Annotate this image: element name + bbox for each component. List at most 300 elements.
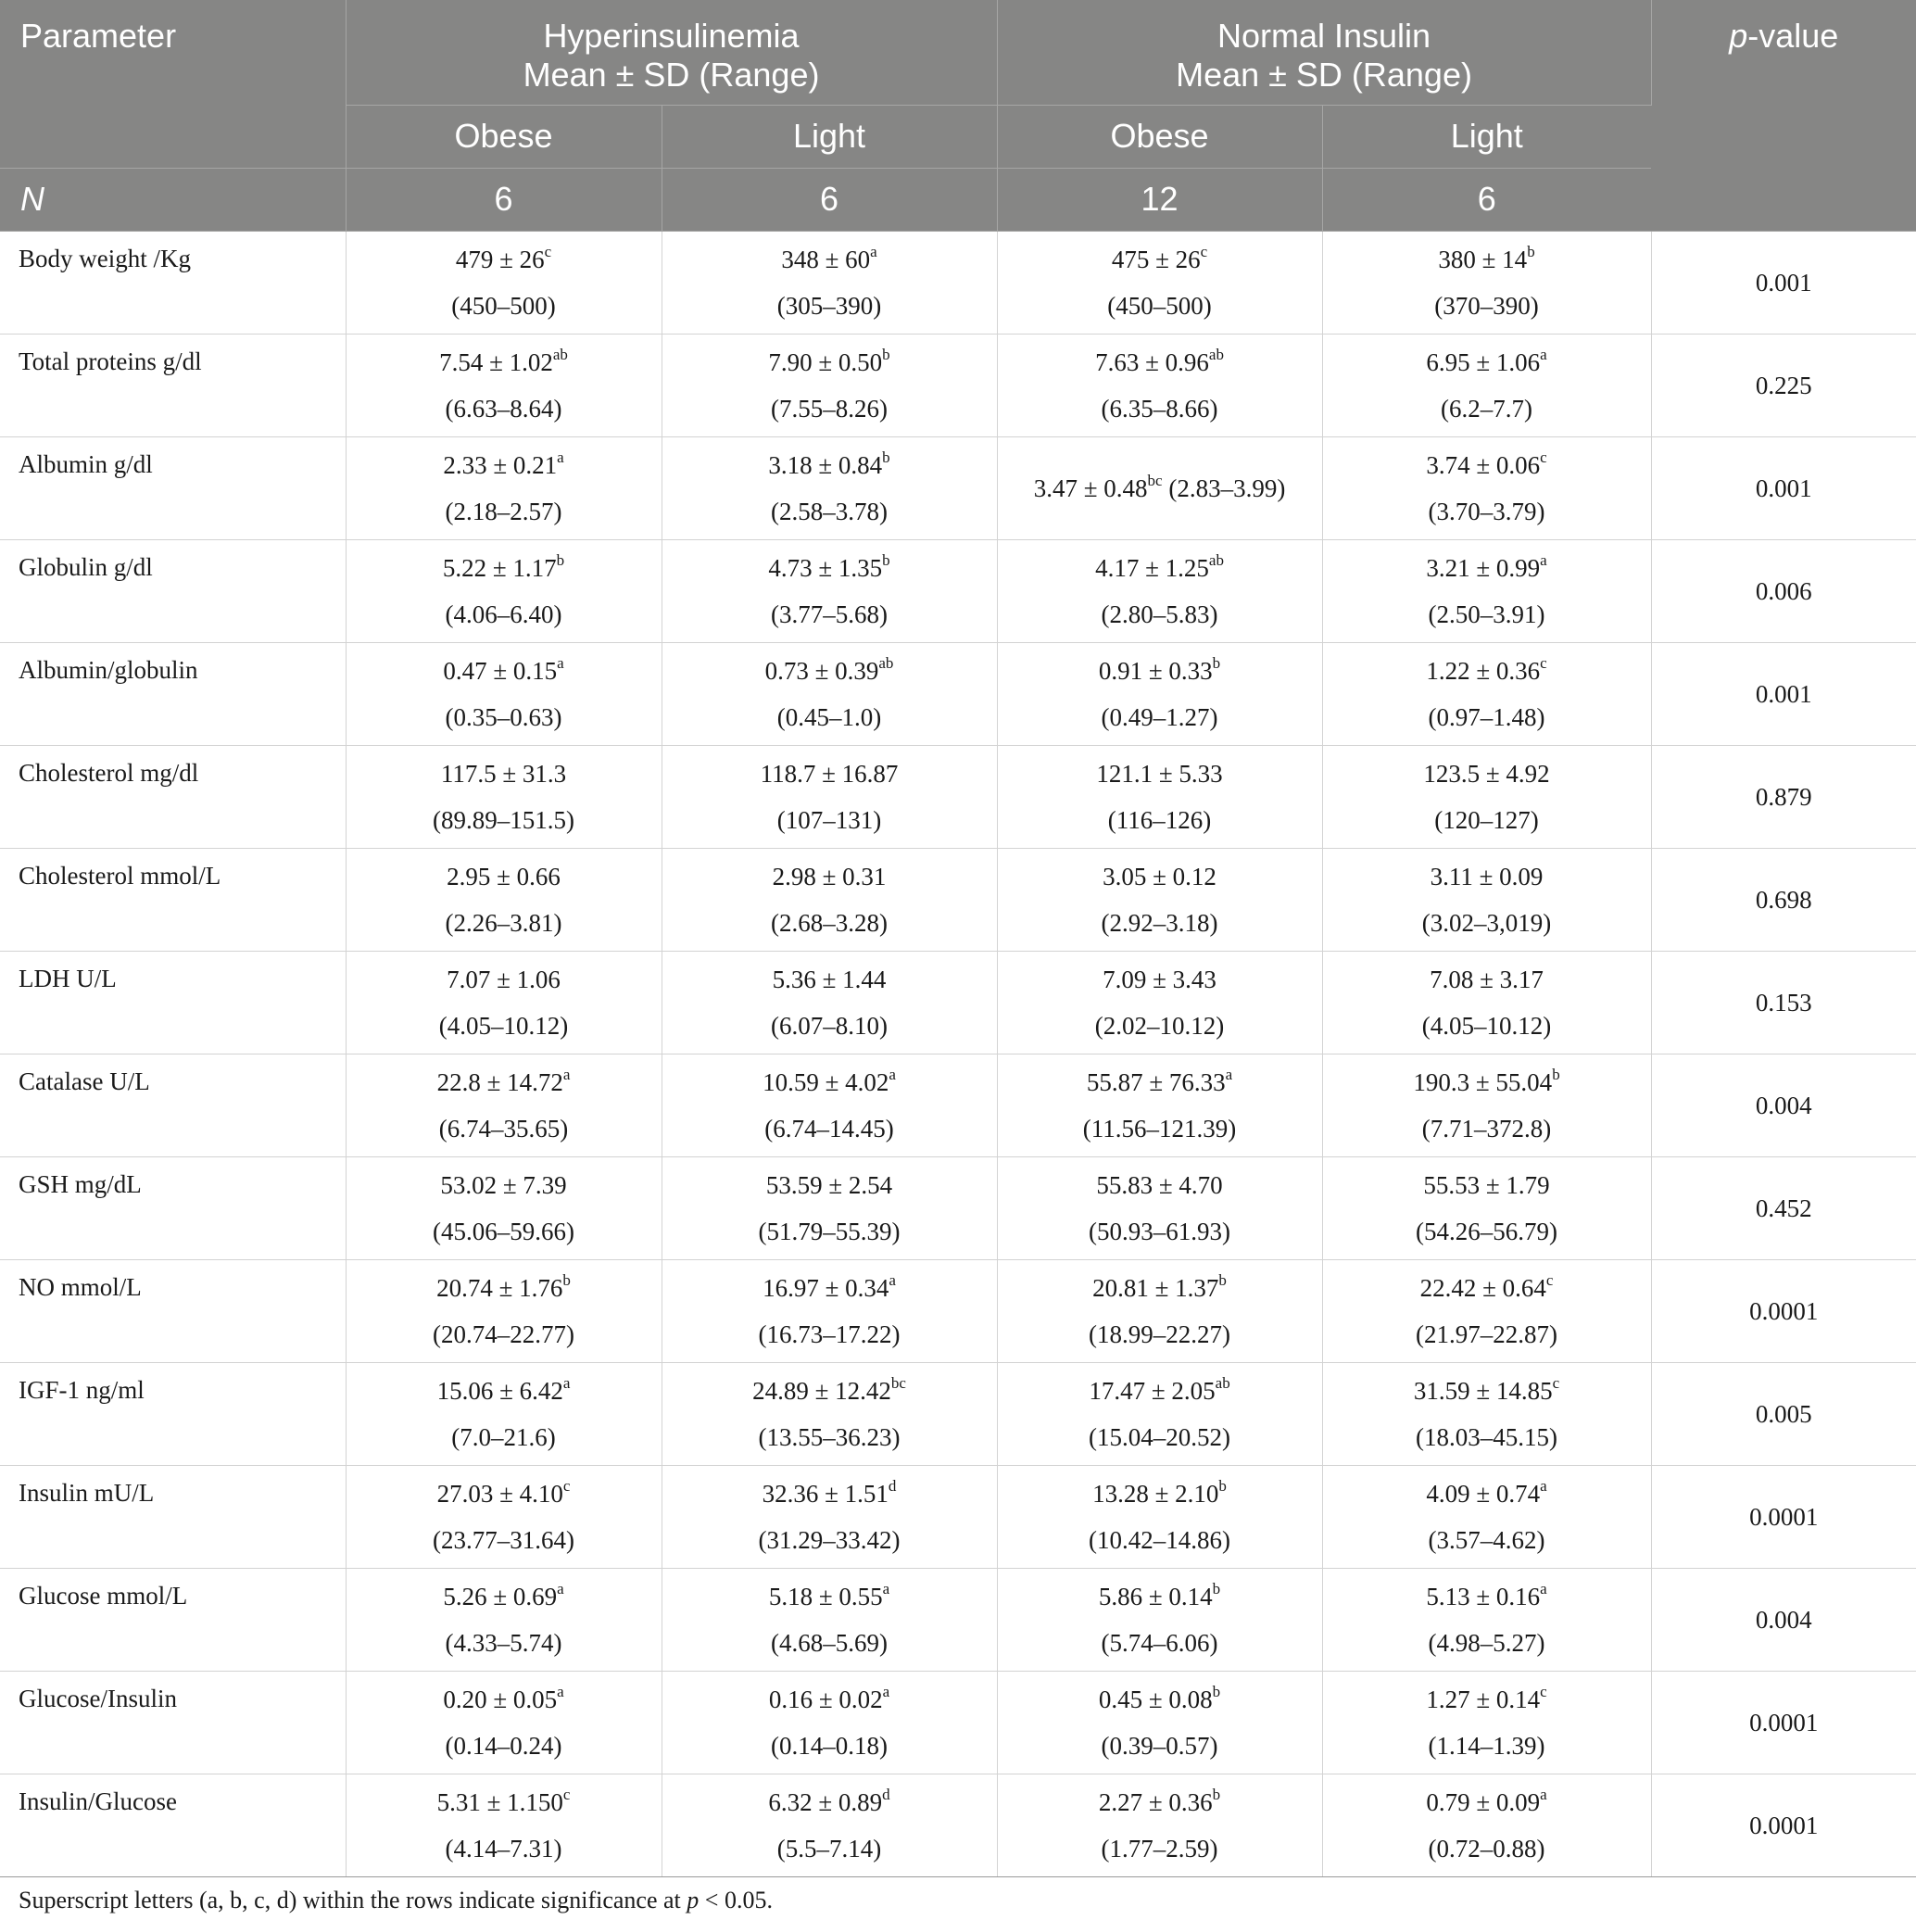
pvalue-cell: 0.0001 <box>1651 1465 1916 1568</box>
range-value: (6.35–8.66) <box>1101 394 1218 423</box>
significance-letter: a <box>882 1579 890 1597</box>
value-cell <box>662 1465 997 1568</box>
mean-sd-line <box>662 442 997 488</box>
significance-letter: d <box>888 1476 897 1495</box>
table-row <box>0 1054 1916 1156</box>
n-value: 6 <box>346 168 662 231</box>
range-value: (6.07–8.10) <box>771 1011 888 1040</box>
mean-sd-value: 13.28 ± 2.10 <box>1092 1479 1219 1508</box>
range-value: (4.05–10.12) <box>438 1011 569 1040</box>
pvalue-column-header <box>1651 0 1916 231</box>
value-cell <box>662 642 997 745</box>
significance-letter: c <box>1545 1270 1554 1289</box>
range-value: (4.68–5.69) <box>771 1628 888 1657</box>
value-cell <box>1322 1568 1651 1671</box>
significance-letter: a <box>889 1065 896 1083</box>
mean-sd-line <box>347 1162 662 1208</box>
significance-letter: a <box>562 1065 571 1083</box>
significance-letter: a <box>870 242 877 260</box>
value-cell <box>662 848 997 951</box>
range-value: (3.77–5.68) <box>771 600 888 628</box>
range-value: (120–127) <box>1434 805 1539 834</box>
mean-sd-value: 475 ± 26 <box>1111 245 1201 273</box>
mean-sd-line <box>662 751 997 797</box>
mean-sd-line <box>662 853 997 900</box>
group-subtitle: Mean ± SD (Range) <box>1176 56 1472 94</box>
range-value: (6.63–8.64) <box>445 394 562 423</box>
footnote-p-letter: p <box>687 1887 700 1913</box>
range-value: (3.02–3,019) <box>1421 908 1552 937</box>
mean-sd-value: 118.7 ± 16.87 <box>760 759 899 788</box>
group-name: Hyperinsulinemia <box>543 17 800 55</box>
mean-sd-value: 7.07 ± 1.06 <box>447 965 561 993</box>
group-header-normal-insulin <box>997 0 1651 105</box>
value-cell <box>346 642 662 745</box>
significance-letter: a <box>557 1682 564 1700</box>
mean-sd-value: 121.1 ± 5.33 <box>1096 759 1223 788</box>
range-value: (21.97–22.87) <box>1416 1320 1558 1348</box>
significance-letter: a <box>1540 1476 1547 1495</box>
parameter-cell: LDH U/L <box>0 951 346 1054</box>
mean-sd-line <box>347 751 662 797</box>
header-row-groups <box>0 0 1916 105</box>
mean-sd-value: 55.53 ± 1.79 <box>1423 1170 1550 1199</box>
value-cell <box>346 1362 662 1465</box>
range-value: (305–390) <box>776 291 882 320</box>
range-value: (0.14–0.24) <box>445 1731 562 1760</box>
range-value: (13.55–36.23) <box>758 1422 901 1451</box>
mean-sd-line <box>347 1676 662 1723</box>
value-cell <box>997 334 1322 436</box>
group-header-hyperinsulinemia <box>346 0 997 105</box>
mean-sd-value: 20.81 ± 1.37 <box>1092 1273 1219 1302</box>
significance-letter: c <box>1552 1373 1560 1392</box>
value-cell <box>346 334 662 436</box>
mean-sd-value: 0.16 ± 0.02 <box>768 1685 883 1713</box>
mean-sd-value: 3.47 ± 0.48 <box>1033 474 1148 502</box>
pvalue-cell: 0.006 <box>1651 539 1916 642</box>
value-cell <box>346 1156 662 1259</box>
range-value: (50.93–61.93) <box>1089 1217 1230 1245</box>
significance-letter: b <box>882 550 890 569</box>
value-cell <box>346 1054 662 1156</box>
mean-sd-value: 7.63 ± 0.96 <box>1095 347 1209 376</box>
mean-sd-value: 117.5 ± 31.3 <box>440 759 567 788</box>
parameter-cell: Cholesterol mmol/L <box>0 848 346 951</box>
range-value: (45.06–59.66) <box>433 1217 574 1245</box>
mean-sd-value: 6.32 ± 0.89 <box>768 1787 883 1816</box>
table-row <box>0 745 1916 848</box>
mean-sd-line <box>1323 1059 1651 1105</box>
range-value: (0.39–0.57) <box>1101 1731 1218 1760</box>
mean-sd-line <box>347 339 662 385</box>
mean-sd-line <box>662 648 997 694</box>
value-cell <box>1322 436 1651 539</box>
mean-sd-line <box>998 236 1322 283</box>
range-value: (7.71–372.8) <box>1421 1114 1552 1143</box>
parameter-cell: NO mmol/L <box>0 1259 346 1362</box>
mean-sd-value: 53.59 ± 2.54 <box>765 1170 893 1199</box>
mean-sd-value: 7.08 ± 3.17 <box>1430 965 1544 993</box>
value-cell <box>662 1362 997 1465</box>
value-cell <box>662 334 997 436</box>
significance-letter: b <box>1218 1270 1227 1289</box>
value-cell <box>1322 1774 1651 1876</box>
significance-letter: b <box>1552 1065 1560 1083</box>
range-value: (6.2–7.7) <box>1441 394 1533 423</box>
value-cell <box>997 1156 1322 1259</box>
range-value: (10.42–14.86) <box>1089 1525 1230 1554</box>
value-cell <box>1322 1156 1651 1259</box>
mean-sd-line <box>662 1573 997 1620</box>
significance-letter: c <box>562 1785 571 1803</box>
mean-sd-line <box>347 853 662 900</box>
mean-sd-line <box>1323 1368 1651 1414</box>
mean-sd-line <box>1323 545 1651 591</box>
significance-letter: c <box>1200 242 1208 260</box>
range-value: (116–126) <box>1107 805 1212 834</box>
range-value: (4.98–5.27) <box>1428 1628 1545 1657</box>
value-cell <box>1322 231 1651 334</box>
value-cell <box>346 1568 662 1671</box>
mean-sd-value: 5.13 ± 0.16 <box>1426 1582 1541 1610</box>
mean-sd-value: 17.47 ± 2.05 <box>1089 1376 1216 1405</box>
significance-letter: bc <box>1147 471 1163 489</box>
mean-sd-value: 0.45 ± 0.08 <box>1098 1685 1213 1713</box>
mean-sd-line <box>662 339 997 385</box>
range-value: (6.74–35.65) <box>438 1114 569 1143</box>
mean-sd-line <box>998 339 1322 385</box>
parameter-cell: Total proteins g/dl <box>0 334 346 436</box>
table-row <box>0 1568 1916 1671</box>
range-value: (2.02–10.12) <box>1094 1011 1225 1040</box>
mean-sd-line <box>662 956 997 1003</box>
mean-sd-value: 5.26 ± 0.69 <box>443 1582 558 1610</box>
n-value: 12 <box>997 168 1322 231</box>
mean-sd-value: 10.59 ± 4.02 <box>763 1067 889 1096</box>
significance-letter: a <box>1540 345 1547 363</box>
mean-sd-line <box>662 545 997 591</box>
mean-sd-line <box>347 1265 662 1311</box>
mean-sd-value: 348 ± 60 <box>781 245 871 273</box>
table-row <box>0 1774 1916 1876</box>
range-value: (0.72–0.88) <box>1428 1834 1545 1863</box>
parameter-cell: GSH mg/dL <box>0 1156 346 1259</box>
mean-sd-value: 55.87 ± 76.33 <box>1086 1067 1226 1096</box>
mean-sd-line <box>998 1676 1322 1723</box>
parameter-cell: IGF-1 ng/ml <box>0 1362 346 1465</box>
footnote-threshold: < 0.05. <box>699 1887 773 1913</box>
value-cell <box>1322 745 1651 848</box>
value-cell <box>997 436 1322 539</box>
table-row <box>0 231 1916 334</box>
range-value: (23.77–31.64) <box>433 1525 574 1554</box>
value-cell <box>662 951 997 1054</box>
significance-letter: b <box>1212 653 1221 672</box>
table-row <box>0 1362 1916 1465</box>
range-value: (51.79–55.39) <box>758 1217 901 1245</box>
value-cell <box>346 436 662 539</box>
value-cell <box>1322 642 1651 745</box>
pvalue-cell: 0.0001 <box>1651 1671 1916 1774</box>
significance-letter: b <box>1212 1785 1221 1803</box>
significance-letter: a <box>562 1373 571 1392</box>
mean-sd-line <box>1323 1162 1651 1208</box>
significance-letter: a <box>557 653 564 672</box>
significance-letter: a <box>1540 550 1547 569</box>
parameter-column-header: Parameter <box>0 0 346 168</box>
mean-sd-value: 3.05 ± 0.12 <box>1103 862 1216 890</box>
table-row <box>0 1671 1916 1774</box>
table-footnote <box>19 1887 773 1914</box>
parameter-cell: Body weight /Kg <box>0 231 346 334</box>
parameter-cell: Glucose mmol/L <box>0 1568 346 1671</box>
significance-letter: bc <box>890 1373 906 1392</box>
value-cell <box>997 1362 1322 1465</box>
pvalue-cell: 0.698 <box>1651 848 1916 951</box>
significance-letter: b <box>1527 242 1535 260</box>
significance-letter: ab <box>1208 345 1224 363</box>
value-cell <box>1322 1671 1651 1774</box>
value-cell <box>1322 1465 1651 1568</box>
significance-letter: ab <box>878 653 894 672</box>
mean-sd-value: 7.54 ± 1.02 <box>439 347 553 376</box>
value-cell <box>1322 1054 1651 1156</box>
mean-sd-line <box>998 1779 1322 1825</box>
table-row <box>0 848 1916 951</box>
range-value: (54.26–56.79) <box>1416 1217 1558 1245</box>
range-value: (107–131) <box>776 805 882 834</box>
value-cell <box>346 745 662 848</box>
value-cell <box>662 745 997 848</box>
mean-sd-line <box>347 956 662 1003</box>
mean-sd-line <box>998 1162 1322 1208</box>
group-name: Normal Insulin <box>1216 17 1431 55</box>
mean-sd-value: 27.03 ± 4.10 <box>436 1479 563 1508</box>
parameter-cell: Insulin/Glucose <box>0 1774 346 1876</box>
value-cell <box>346 539 662 642</box>
mean-sd-line <box>1323 1573 1651 1620</box>
mean-sd-value: 16.97 ± 0.34 <box>763 1273 889 1302</box>
mean-sd-line <box>347 545 662 591</box>
table-row <box>0 539 1916 642</box>
range-value: (2.26–3.81) <box>445 908 562 937</box>
value-cell <box>662 1259 997 1362</box>
value-cell <box>346 951 662 1054</box>
range-value: (3.57–4.62) <box>1428 1525 1545 1554</box>
mean-sd-line <box>998 1471 1322 1517</box>
mean-sd-line <box>1323 339 1651 385</box>
value-cell <box>997 951 1322 1054</box>
pvalue-cell: 0.004 <box>1651 1568 1916 1671</box>
value-cell <box>662 1671 997 1774</box>
value-cell <box>997 1054 1322 1156</box>
mean-sd-value: 55.83 ± 4.70 <box>1096 1170 1223 1199</box>
mean-sd-value: 1.22 ± 0.36 <box>1426 656 1541 685</box>
range-value: (2.92–3.18) <box>1101 908 1218 937</box>
range-value: (2.68–3.28) <box>771 908 888 937</box>
range-value: (1.77–2.59) <box>1101 1834 1218 1863</box>
significance-letter: ab <box>552 345 568 363</box>
mean-sd-value: 32.36 ± 1.51 <box>762 1479 889 1508</box>
mean-sd-line <box>347 1368 662 1414</box>
range-value: (450–500) <box>451 291 556 320</box>
range-value: (2.18–2.57) <box>445 497 562 525</box>
mean-sd-value: 5.22 ± 1.17 <box>442 553 557 582</box>
range-value: (0.97–1.48) <box>1428 702 1545 731</box>
table-row <box>0 334 1916 436</box>
significance-letter: a <box>882 1682 890 1700</box>
mean-sd-value: 22.8 ± 14.72 <box>436 1067 563 1096</box>
group-subtitle: Mean ± SD (Range) <box>523 56 820 94</box>
mean-sd-line <box>998 1059 1322 1105</box>
parameter-cell: Albumin g/dl <box>0 436 346 539</box>
value-cell <box>346 1671 662 1774</box>
table-body <box>0 231 1916 1876</box>
mean-sd-line <box>998 545 1322 591</box>
table-row <box>0 951 1916 1054</box>
value-cell <box>997 745 1322 848</box>
pvalue-cell: 0.0001 <box>1651 1774 1916 1876</box>
significance-letter: c <box>544 242 552 260</box>
mean-sd-value: 6.95 ± 1.06 <box>1426 347 1541 376</box>
range-value: (4.14–7.31) <box>445 1834 562 1863</box>
value-cell <box>997 1259 1322 1362</box>
subgroup-header: Light <box>1322 105 1651 168</box>
mean-sd-value: 0.73 ± 0.39 <box>764 656 879 685</box>
range-value: (2.83–3.99) <box>1168 474 1286 502</box>
range-value: (4.05–10.12) <box>1421 1011 1552 1040</box>
range-value: (0.45–1.0) <box>776 702 882 731</box>
significance-letter: a <box>557 448 564 466</box>
mean-sd-value: 24.89 ± 12.42 <box>752 1376 891 1405</box>
value-cell <box>662 1774 997 1876</box>
mean-sd-value: 3.74 ± 0.06 <box>1426 450 1541 479</box>
range-value: (15.04–20.52) <box>1089 1422 1230 1451</box>
significance-letter: b <box>1212 1579 1221 1597</box>
value-cell <box>346 1465 662 1568</box>
n-value: 6 <box>662 168 997 231</box>
value-cell <box>662 1568 997 1671</box>
mean-sd-line <box>998 648 1322 694</box>
mean-sd-line <box>1323 853 1651 900</box>
significance-letter: ab <box>1215 1373 1230 1392</box>
value-cell <box>346 231 662 334</box>
mean-sd-line <box>662 236 997 283</box>
mean-sd-line <box>1323 442 1651 488</box>
mean-sd-value: 123.5 ± 4.92 <box>1423 759 1550 788</box>
range-value: (4.06–6.40) <box>445 600 562 628</box>
range-value: (2.50–3.91) <box>1428 600 1545 628</box>
header-row-n <box>0 168 1916 231</box>
mean-sd-line <box>347 1573 662 1620</box>
mean-sd-value: 53.02 ± 7.39 <box>440 1170 567 1199</box>
table-row <box>0 1465 1916 1568</box>
mean-sd-value: 4.09 ± 0.74 <box>1426 1479 1541 1508</box>
significance-letter: d <box>882 1785 890 1803</box>
mean-sd-line <box>1323 751 1651 797</box>
significance-letter: c <box>1540 653 1547 672</box>
mean-sd-line <box>1323 236 1651 283</box>
mean-sd-line <box>662 1162 997 1208</box>
significance-letter: c <box>1540 448 1547 466</box>
value-cell <box>346 848 662 951</box>
significance-letter: c <box>562 1476 571 1495</box>
value-cell <box>997 1774 1322 1876</box>
significance-letter: a <box>557 1579 564 1597</box>
pvalue-p-letter: p <box>1729 17 1748 55</box>
parameter-cell: Albumin/globulin <box>0 642 346 745</box>
mean-sd-value: 22.42 ± 0.64 <box>1419 1273 1546 1302</box>
n-value: 6 <box>1322 168 1651 231</box>
value-cell <box>1322 848 1651 951</box>
footnote-text: Superscript letters (a, b, c, d) within the rows indicate significance at <box>19 1887 687 1913</box>
mean-sd-value: 2.27 ± 0.36 <box>1098 1787 1213 1816</box>
mean-sd-line <box>662 1265 997 1311</box>
mean-sd-line <box>1033 471 1163 502</box>
pvalue-cell: 0.001 <box>1651 231 1916 334</box>
value-cell <box>1322 334 1651 436</box>
mean-sd-line <box>347 1059 662 1105</box>
significance-letter: b <box>882 448 890 466</box>
significance-letter: b <box>562 1270 571 1289</box>
mean-sd-value: 2.33 ± 0.21 <box>443 450 558 479</box>
mean-sd-line <box>347 236 662 283</box>
range-value: (5.74–6.06) <box>1101 1628 1218 1657</box>
mean-sd-value: 3.21 ± 0.99 <box>1426 553 1541 582</box>
mean-sd-value: 3.11 ± 0.09 <box>1430 862 1544 890</box>
range-value: (89.89–151.5) <box>433 805 574 834</box>
mean-sd-value: 479 ± 26 <box>455 245 545 273</box>
table-row <box>0 1259 1916 1362</box>
mean-sd-line <box>1323 1265 1651 1311</box>
pvalue-cell: 0.005 <box>1651 1362 1916 1465</box>
value-cell <box>997 539 1322 642</box>
pvalue-cell: 0.452 <box>1651 1156 1916 1259</box>
mean-sd-line <box>347 1471 662 1517</box>
pvalue-suffix: -value <box>1747 17 1839 55</box>
range-value: (16.73–17.22) <box>758 1320 901 1348</box>
significance-letter: ab <box>1208 550 1224 569</box>
value-cell <box>346 1774 662 1876</box>
value-cell <box>662 1054 997 1156</box>
value-cell <box>997 642 1322 745</box>
range-value: (20.74–22.77) <box>433 1320 574 1348</box>
value-cell <box>997 1568 1322 1671</box>
value-cell <box>1322 951 1651 1054</box>
parameter-cell: Glucose/Insulin <box>0 1671 346 1774</box>
mean-sd-value: 4.17 ± 1.25 <box>1095 553 1209 582</box>
parameter-cell: Catalase U/L <box>0 1054 346 1156</box>
subgroup-header: Obese <box>346 105 662 168</box>
value-cell <box>662 1156 997 1259</box>
table-row <box>0 1156 1916 1259</box>
mean-sd-line <box>1323 1779 1651 1825</box>
range-value: (31.29–33.42) <box>758 1525 901 1554</box>
pvalue-cell: 0.225 <box>1651 334 1916 436</box>
value-cell <box>346 1259 662 1362</box>
pvalue-cell: 0.004 <box>1651 1054 1916 1156</box>
range-value: (0.35–0.63) <box>445 702 562 731</box>
table-header <box>0 0 1916 231</box>
value-cell <box>1322 539 1651 642</box>
mean-sd-line <box>662 1676 997 1723</box>
range-value: (18.99–22.27) <box>1089 1320 1230 1348</box>
subgroup-header: Light <box>662 105 997 168</box>
mean-sd-line <box>998 751 1322 797</box>
pvalue-cell: 0.153 <box>1651 951 1916 1054</box>
mean-sd-line <box>1323 1471 1651 1517</box>
